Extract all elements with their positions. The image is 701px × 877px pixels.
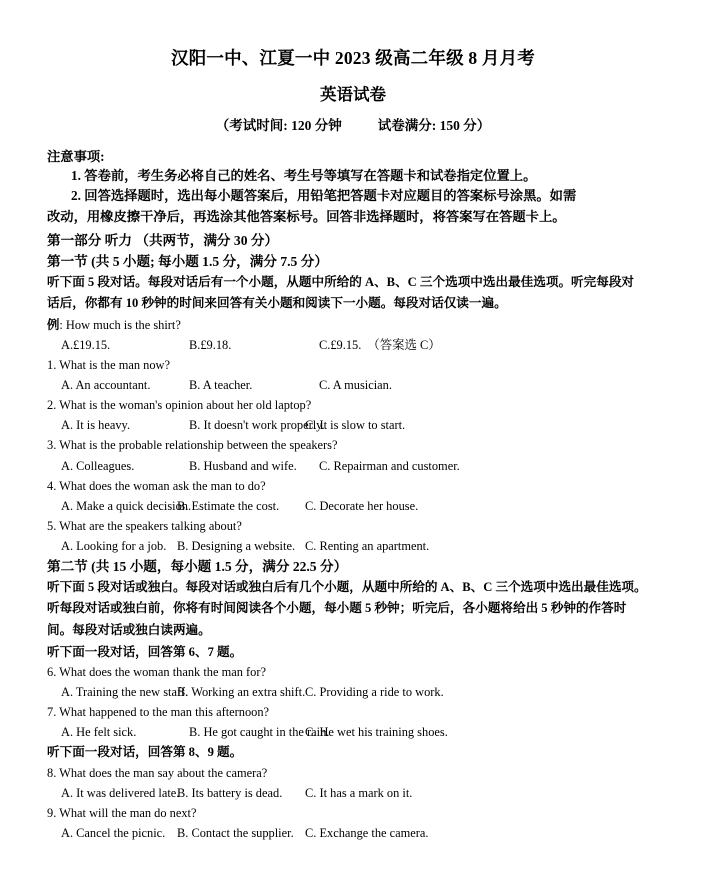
question-stem: 8. What does the man say about the camera? (47, 765, 268, 780)
direction-questions-8-9: 听下面一段对话，回答第 8、9 题。 (47, 745, 243, 760)
option-b[interactable]: B. Working an extra shift. (177, 685, 306, 700)
notice-item-2: 2. 回答选择题时，选出每小题答案后，用铅笔把答题卡对应题目的答案标号涂黑。如需 (71, 188, 577, 204)
section-two-heading: 第二节 (共 15 小题，每小题 1.5 分，满分 22.5 分） (47, 558, 348, 574)
section-one-instruction-line-1: 听下面 5 段对话。每段对话后有一个小题，从题中所给的 A、B、C 三个选项中选出最佳选项。听完每段对 (47, 274, 635, 289)
question-options (47, 682, 659, 702)
question-options (47, 823, 659, 843)
example-question-stem (47, 315, 659, 335)
notice-item-2-continued: 改动，用橡皮擦干净后，再选涂其他答案标号。回答非选择题时，将答案写在答题卡上。 (47, 209, 566, 225)
option-a[interactable]: A. He felt sick. (61, 725, 137, 740)
question-stem: 7. What happened to the man this afternoon? (47, 705, 270, 720)
option-c[interactable]: C. Decorate her house. (305, 498, 419, 513)
option-b[interactable]: B. A teacher. (189, 378, 253, 393)
option-a[interactable]: A. An accountant. (61, 378, 151, 393)
example-answer-note: （答案选 C） (367, 338, 441, 353)
page-content (47, 0, 659, 843)
option-c[interactable]: C. Exchange the camera. (305, 825, 429, 840)
section-two-instruction-line-3: 间。每段对话或独白读两遍。 (47, 623, 211, 638)
direction-questions-6-7: 听下面一段对话，回答第 6、7 题。 (47, 644, 243, 659)
question-stem: 3. What is the probable relationship between the speakers? (47, 438, 338, 453)
page-subtitle: 英语试卷 (320, 84, 386, 104)
option-c[interactable]: C. It is slow to start. (305, 418, 406, 433)
question-stem: 5. What are the speakers talking about? (47, 518, 242, 533)
example-option-b[interactable]: B.£9.18. (189, 338, 232, 353)
option-c[interactable]: C. It has a mark on it. (305, 785, 413, 800)
notices-heading: 注意事项: (47, 148, 105, 164)
question-options (47, 456, 659, 476)
question-options (47, 722, 659, 742)
example-option-c-text: C.£9.15. (319, 338, 362, 353)
section-two-instruction-line-2: 听每段对话或独白前，你将有时间阅读各个小题，每小题 5 秒钟；听完后，各小题将给出 5 秒钟的作答时 (47, 601, 627, 616)
option-b[interactable]: B. Estimate the cost. (177, 498, 280, 513)
question-stem: 9. What will the man do next? (47, 805, 197, 820)
option-c[interactable]: C. Providing a ride to work. (305, 685, 444, 700)
question-options (47, 496, 659, 516)
option-c[interactable]: C. Repairman and customer. (319, 458, 460, 473)
section-two-instruction-line-1: 听下面 5 段对话或独白。每段对话或独白后有几个小题，从题中所给的 A、B、C 三个选项中选出最佳选项。 (47, 579, 647, 594)
example-options (47, 335, 659, 355)
question-options (47, 415, 659, 435)
option-a[interactable]: A. Looking for a job. (61, 538, 167, 553)
option-b[interactable]: B. It doesn't work properly. (189, 418, 325, 433)
option-b[interactable]: B. Its battery is dead. (177, 785, 283, 800)
option-a[interactable]: A. It is heavy. (61, 418, 131, 433)
option-c[interactable]: C. Renting an apartment. (305, 538, 430, 553)
option-a[interactable]: A. Cancel the picnic. (61, 825, 166, 840)
question-stem: 2. What is the woman's opinion about her old laptop? (47, 398, 312, 413)
question-stem: 1. What is the man now? (47, 358, 170, 373)
option-a[interactable]: A. Colleagues. (61, 458, 135, 473)
option-a[interactable]: A. Training the new staff. (61, 685, 189, 700)
option-c[interactable]: C. A musician. (319, 378, 392, 393)
question-stem: 4. What does the woman ask the man to do? (47, 478, 266, 493)
option-b[interactable]: B. Contact the supplier. (177, 825, 294, 840)
option-b[interactable]: B. He got caught in the rain. (189, 725, 330, 740)
option-a[interactable]: A. It was delivered late. (61, 785, 180, 800)
exam-meta (47, 117, 659, 135)
option-b[interactable]: B. Husband and wife. (189, 458, 297, 473)
part-one-heading: 第一部分 听力 （共两节，满分 30 分） (47, 232, 279, 248)
option-a[interactable]: A. Make a quick decision. (61, 498, 192, 513)
page-title: 汉阳一中、江夏一中 2023 级高二年级 8 月月考 (171, 48, 535, 68)
example-option-c[interactable] (319, 335, 441, 355)
option-c[interactable]: C. He wet his training shoes. (305, 725, 448, 740)
section-one-heading: 第一节 (共 5 小题; 每小题 1.5 分，满分 7.5 分） (47, 253, 328, 269)
question-options (47, 536, 659, 556)
question-options (47, 783, 659, 803)
question-options (47, 375, 659, 395)
exam-total-score: 试卷满分: 150 分） (377, 118, 491, 134)
exam-duration: （考试时间: 120 分钟 (215, 118, 342, 134)
example-stem-text: : How much is the shirt? (59, 318, 181, 333)
option-b[interactable]: B. Designing a website. (177, 538, 296, 553)
question-stem: 6. What does the woman thank the man for? (47, 665, 266, 680)
section-one-instruction-line-2: 话后，你都有 10 秒钟的时间来回答有关小题和阅读下一小题。每段对话仅读一遍。 (47, 296, 507, 311)
example-option-a[interactable]: A.£19.15. (61, 338, 111, 353)
example-label: 例 (47, 318, 60, 333)
notice-item-1: 1. 答卷前，考生务必将自己的姓名、考生号等填写在答题卡和试卷指定位置上。 (71, 167, 537, 183)
